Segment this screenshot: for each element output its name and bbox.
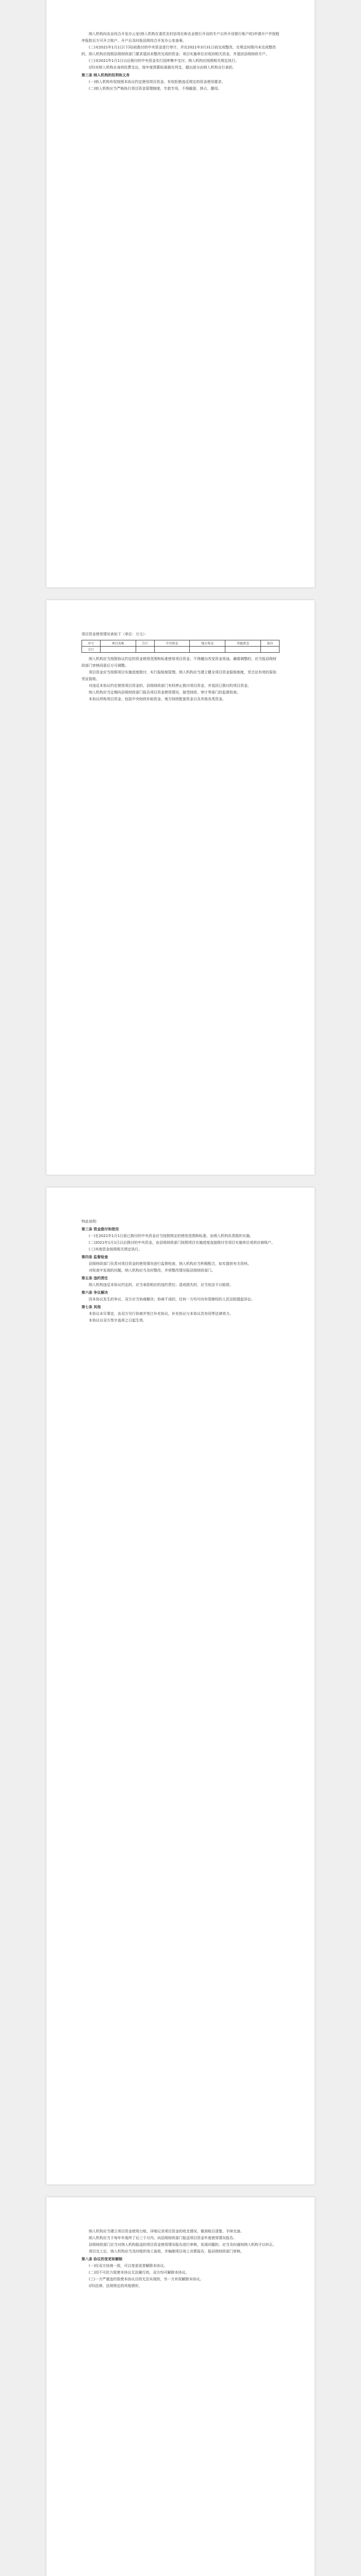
list-item: (三)一方严重违约致使本协议目的无法实现的，另一方有权解除本协议。 — [89, 2277, 204, 2281]
table-cell: 合计 — [82, 647, 101, 653]
paragraph: (二)纳入机构应当严格执行项目资金管理制度，专款专用，不得截留、挤占、挪用。 — [89, 87, 222, 91]
table-cell — [136, 647, 154, 653]
paragraph: 纳入机构应当建立项目资金使用台账，详细记录项目资金的收支情况，做到账目清楚、手续完备。 — [89, 2229, 244, 2233]
table-cell — [100, 647, 136, 653]
table-header-cell: 中央资金 — [154, 640, 190, 647]
table-cell — [225, 647, 261, 653]
table-header-cell: 合计 — [136, 640, 154, 647]
paragraph: 对违反本协议约定使用项目资金的，县级财政部门有权停止拨付项目资金，并追回已拨付的项目资金。 — [89, 684, 251, 688]
paragraph: 对检查中发现的问题，纳入机构应当及时整改，并将整改情况报县级财政部门。 — [89, 1268, 215, 1273]
section-heading: 第五条 违约责任 — [81, 1276, 108, 1280]
list-item: (一)经双方协商一致，可以变更或者解除本协议。 — [89, 2264, 168, 2268]
page-1-body — [81, 31, 280, 92]
paragraph: (三)对2021年1月1日以后拨付的中央资金实行国库集中支付，纳入机构应按照相关规定执行。 — [89, 59, 239, 63]
table-header-cell: 项目名称 — [100, 640, 136, 647]
table-cell — [190, 647, 225, 653]
paragraph: 项目资金应当按照项目实施进度拨付，实行报账制管理。纳入机构应当建立健全项目资金报账制度，凭合法有效的原始凭证报账。 — [81, 670, 276, 681]
list-item: (二)因不可抗力致使本协议无法履行的，双方均可解除本协议。 — [89, 2270, 189, 2275]
section-heading: 第七条 其他 — [81, 1305, 101, 1309]
funding-table — [81, 640, 280, 653]
document-page-1 — [46, 0, 315, 587]
paragraph: (四)对纳入机构自身的经费支出，按年度预算标准据实列支，超出部分由纳入机构自行承担。 — [89, 65, 236, 70]
paragraph: 本协议所称项目资金，包括中央财政补助资金、地方财政配套资金以及其他各类资金。 — [89, 697, 226, 701]
section-heading: 第四条 监督检查 — [81, 1255, 108, 1259]
paragraph: 纳入机构应当按照协议约定的资金使用范围和标准使用项目资金，不得擅自改变资金用途。确需调整的，应当报县级财政部门审核同意后方可调整。 — [81, 657, 276, 668]
paragraph: (三)其他资金按照相关规定执行。 — [89, 1247, 142, 1251]
section-heading: 第三条 资金拨付和使用 — [81, 1227, 119, 1231]
list-item: (四)法律、法规规定的其他情形。 — [89, 2284, 142, 2288]
table-header-cell: 地方资金 — [190, 640, 225, 647]
paragraph: 县级财政部门应当对纳入机构报送的项目资金使用情况报告进行审核，发现问题的，应当及时通知纳入机构予以纠正。 — [89, 2243, 276, 2247]
document-page-2 — [46, 600, 315, 1175]
lead-text: 特此说明： — [81, 1219, 100, 1224]
clause-heading: 第三条 纳入机构的权利和义务 — [81, 73, 130, 77]
paragraph: 因本协议发生的争议，双方应当协商解决；协商不成的，任何一方均可向有管辖权的人民法院提起诉讼。 — [89, 1297, 255, 1301]
document-page-3 — [46, 1188, 315, 2184]
page-3-body — [81, 1218, 280, 1324]
table-header-row — [82, 640, 280, 647]
section-heading: 第六条 争议解决 — [81, 1291, 108, 1295]
paragraph: 纳入机构向农业综合开发办公室(纳入机构在委托农村信用社和农业银行开设的专户以外开设银行账户的)申请开户并按程序报批后方可开立账户，开户后及时报县级综合开发办公室备案。 — [81, 32, 280, 43]
paragraph: 纳入机构应当定期向县级财政部门报告项目资金使用情况，接受财政、审计等部门的监督检查。 — [89, 690, 240, 694]
table-cell — [154, 647, 190, 653]
paragraph: (二)2021年1月1日以后拨付的中央资金，由县级财政部门按照项目实施进度直接拨付至项目实施单位或供应商账户。 — [89, 1241, 275, 1245]
section-heading: 第八条 协议的变更和解除 — [81, 2257, 123, 2261]
table-header-cell: 备注 — [261, 640, 280, 647]
paragraph: 本协议未尽事宜，由双方另行协商并签订补充协议，补充协议与本协议具有同等法律效力。 — [89, 1312, 233, 1316]
page-2-body — [81, 631, 280, 703]
paragraph: (二)对2021年1月1日(下同)前拨付的中央资金进行审计，并在2021年3月31日前完成整改，在规定时限内未完成整改的，纳入机构应按照县级财政部门要求退回未整改完成的资金；项目实施单位应收回相关资金，并退回县级财政专户。 — [81, 45, 276, 56]
paragraph: 纳入机构应当于每年年度终了后三个月内，向县级财政部门报送项目资金年度使用情况报告。 — [89, 2236, 237, 2240]
table-row — [82, 647, 280, 653]
table-intro: 项目资金使用情况表如下（单位：万元）： — [81, 632, 149, 636]
page-4-body — [81, 2228, 280, 2290]
table-header-cell: 序号 — [82, 640, 101, 647]
paragraph: (一)在2021年1月1日前已拨付的中央资金应当按照规定的使用范围和标准，由纳入机构负责组织实施。 — [89, 1234, 254, 1238]
table-header-cell: 其他资金 — [225, 640, 261, 647]
document-page-4 — [46, 2197, 315, 2576]
paragraph: 县级财政部门负责对项目资金的使用情况进行监督检查，纳入机构应当积极配合，如实提供有关资料。 — [89, 1262, 251, 1266]
paragraph: 纳入机构违反本协议约定的，应当承担相应的违约责任；造成损失的，应当依法予以赔偿。 — [89, 1283, 233, 1287]
table-cell — [261, 647, 280, 653]
paragraph: 项目完工后，纳入机构应当及时组织竣工验收，并编制项目竣工决算报告，报县级财政部门审核。 — [89, 2249, 244, 2253]
paragraph: 本协议自双方签字盖章之日起生效。 — [89, 1318, 146, 1323]
paragraph: (一)纳入机构有权按照本协议约定使用项目资金，有权拒绝违反规定的资金使用要求。 — [89, 80, 225, 84]
